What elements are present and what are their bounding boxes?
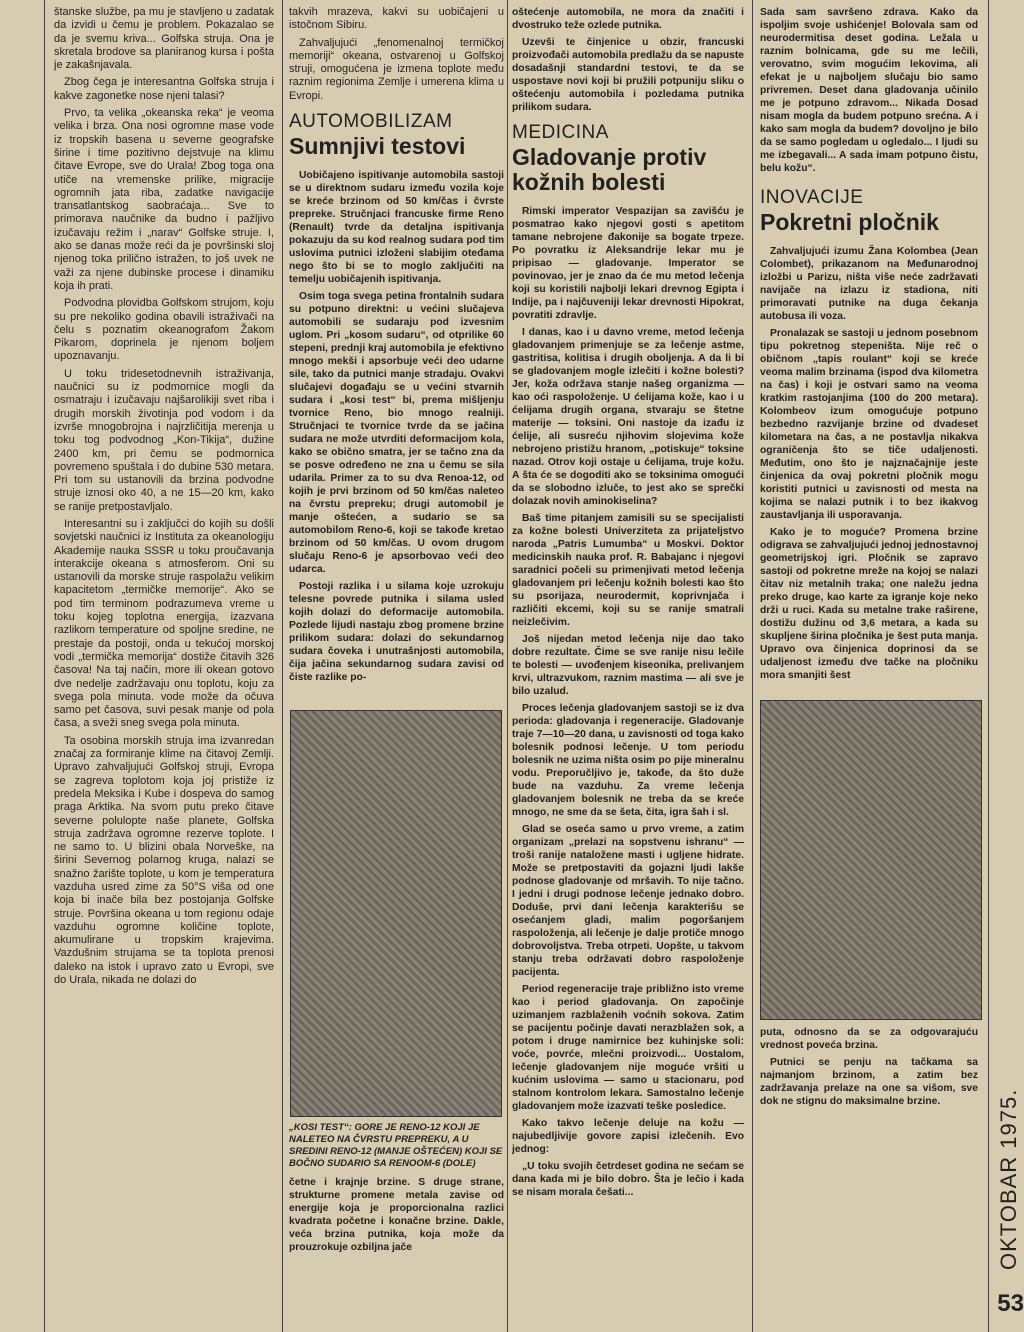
paragraph: Podvodna plovidba Golfskom strujom, koju su pre nekoliko godina obavili istraživači na čelu s poznatim okeanografom Žakom Pikarom, doprinela je njenom boljem upoznavanju. (54, 297, 274, 363)
article-headline: Gladovanje protiv kožnih bolesti (512, 144, 707, 196)
paragraph: takvih mrazeva, kakvi su uobičajeni u istočnom Sibiru. (289, 6, 504, 32)
crash-test-photo (290, 710, 502, 1117)
paragraph: U toku tridesetodnevnih istraživanja, naučnici su iz podmornice mogli da osmatraju i izučavaju najšarolikiji svet riba i drugih morskih životinja pod vodom i da izvrše mnogobrojna i najrzličitija merenja u toku tog podvodnog „Kon-Tikija“, dužine 2400 km, pri čemu se podmornica povremeno spuštala i do dubine 530 metara. Pri tom su ustanovili da brzina podvodne struje iznosi oko 40, a ne 15—20 km, kako se ranije pretpostavljalo. (54, 367, 274, 513)
paragraph: Uzevši te činjenice u obzir, francuski proizvođači automobila predlažu da se napuste dosadašnji standardni testovi, te da se uspostave novi koji bi pružili potpuniju sliku o oštećenju automobila i pozledama putnika prilikom sudara. (512, 37, 744, 113)
issue-date-text: OKTOBAR 1975. (996, 1088, 1021, 1270)
paragraph: oštećenje automobila, ne mora da značiti i dvostruko teže ozlede putnika. (512, 7, 744, 31)
column-rule (507, 0, 508, 1332)
page-number: 53 (997, 1290, 1024, 1317)
moving-sidewalk-photo (760, 700, 982, 1020)
paragraph: Još nijedan metod lečenja nije dao tako dobre rezultate. Čime se sve ranije nisu lečile te bolesti — uvođenjem kiseonika, prelivanjem krvi, ultrazvukom, raznim mastima — ali sve je bilo uzalud. (512, 634, 744, 698)
paragraph: puta, odnosno da se za odgovarajuću vrednost poveća brzina. (760, 1027, 978, 1051)
column-rule (282, 0, 283, 1332)
paragraph: Zahvaljujući izumu Žana Kolombea (Jean Colombet), prikazanom na Međunarodnoj izložbi u Parizu, ništa više neće zadržavati navijače na izlazu iz stadiona, niti primoravati putnike na duga čekanja autobusa ili voza. (760, 246, 978, 323)
column-medicina (512, 6, 744, 1306)
paragraph: Proces lečenja gladovanjem sastoji se iz dva perioda: gladovanja i regeneracije. Gladovanje traje 7—10—20 dana, u zavisnosti od toga kako bolesnik podnosi lečenje. U tom periodu bolesnik ne uzima ništa osim po pije mineralnu vodu. Preporučljivo je, takođe, da što duže bude na vazduhu. Za vreme lečenja gladovanjem bolesnik ne treba da se kreće mnogo, ne sme da se šeta, čita, igra šah i sl. (512, 703, 744, 819)
paragraph: „U toku svojih četrdeset godina ne sećam se dana kada mi je bilo dobro. Šta je lečio i kada se nisam morala češati... (512, 1161, 744, 1199)
section-label: AUTOMOBILIZAM (289, 111, 453, 133)
column-rule (752, 0, 753, 1332)
issue-date (994, 1070, 1020, 1270)
paragraph: Ta osobina morskih struja ima izvanredan značaj za formiranje klime na čitavoj Zemlji. Upravo zahvaljujući Golfskoj struji, Evropa se zagreva toplotom koja joj pristiže iz predela Meksika i Kube i dospeva do samog praga Arktika. Na svom putu preko čitave severne polulopte naše planete, Golfska struja zadržava ogromne rezerve toplote. I ne samo to. U blizini obala Norveške, na širini Severnog polarnog kruga, nalazi se snažno žarište toplote, u kom je temperatura vazduha usred zime za 50°S viša od one koja bi inače bila bez postojanja Golfske struje. Površina okeana u tom regionu odaje vazduhu ogromne količine toplote, akumulirane u tropskim krajevima. Vazdušnim strujama se ta toplota prenosi daleko na istok i upravo zato u Evropi, sve do Urala, nikada ne dolazi do (54, 734, 274, 987)
column-inovacije-end (760, 1026, 978, 1286)
paragraph: Uobičajeno ispitivanje automobila sastoji se u direktnom sudaru između vozila koje se kreće brzinom od 50 km/čas i čvrste prepreke. Stručnjaci francuske firme Reno (Renault) tvrde da detaljna ispitivanja pokazuju da su kod realnog sudara pod tim uslovima putnici izloženi slabijim oteđama nego što bi se to moglo zaključiti na temelju uobičajenih ispitivanja. (289, 170, 504, 286)
paragraph: Kako takvo lečenje deluje na kožu — najubedljivije govore zapisi izlečenih. Evo jednog: (512, 1118, 744, 1156)
section-label: MEDICINA (512, 122, 609, 143)
column-rule (988, 0, 989, 1332)
section-label: INOVACIJE (760, 187, 864, 208)
photo-caption: „KOSI TEST“: GORE JE RENO-12 KOJI JE NALETEO NA ČVRSTU PREPREKU, A U SREDINI RENO-12 (MANJE OŠTEĆEN) KOJI SE BOČNO SUDARIO SA RENOOM-6 (DOLE) (289, 1122, 503, 1169)
paragraph: Putnici se penju na tačkama sa najmanjom brzinom, a zatim bez zadržavanja prelaze na one sa višom, sve dok ne stignu do maksimalne brzine. (760, 1057, 978, 1107)
paragraph: četne i krajnje brzine. S druge strane, strukturne promene metala zavise od energije koja je proporcionalna razlici kvadrata početne i konačne brzine. Dakle, veća brzina putnika, koja može da prouzrokuje ozbiljna jače (289, 1177, 504, 1253)
paragraph: Sada sam savršeno zdrava. Kako da ispoljim svoje ushićenje! Bolovala sam od neurodermitisa deset godina. Ležala u raznim bolnicama, gde su me lečili, verovatno, svim mogućim lekovima, ali efekat je u najboljem slučaju bio samo privremen. Deset dana gladovanja učinilo me je potpuno zdravom... Nikada Dosad nisam mogla da budem potpuno srećna. A i kako sam mogla da budem? dovoljno je bilo da se samo pogledam u ogledalo... I ljudi su me izbegavali... A sada imam potpuno čistu, belu kožu“. (760, 7, 978, 174)
paragraph: I danas, kao i u davno vreme, metod lečenja gladovanjem primenjuje se za lečenje astme, gastritisa, kolitisa i drugih oboljenja. A da li bi se gladovanjem mogle izlečiti i kožne bolesti? Jer, koža održava stanje našeg organizma — kao oći raspoloženje. U ćelijama kože, kao i u ćelijama drugih organa, stvaraju se štetne materije — toksini. Oni nastoje da izađu iz ćelije, ali susreću njihovim slojevima kože nebrojeno pristižu hranom, „potiskuje“ toksine nazad. Otrov koji ostaje u ćelijama, truje kožu. A šta će se dogoditi ako se toksinima omogući da se slobodno izluče, to jest ako se sprečki dolazak novih aminokiselina? (512, 327, 744, 508)
paragraph: Period regeneracije traje približno isto vreme kao i period gladovanja. On započinje uzimanjem razblaženih voćnih sokova. Zatim se pacijentu počinje davati nerazblažen sok, a potom i druge namirnice bez kuhinjske soli: voće, povrće, mlečni proizvodi... Uostalom, lečenje gladovanjem nije moguće vršiti u kućnim uslovima — samo u stacionaru, pod stalnom kontrolom lekara. Samostalno lečenje gladovanjem može izazvati teške posledice. (512, 984, 744, 1113)
column-gulf-stream (54, 6, 274, 1306)
paragraph: štanske službe, pa mu je stavljeno u zadatak da izvidi u čemu je problem. Pokazalao se da je svemu kriva... Golfska struja. Ona je skretala brodove sa planiranog kursa i pošta je zakašnjavala. (54, 6, 274, 72)
paragraph: Pronalazak se sastoji u jednom posebnom tipu pokretnog stepeništa. Nije reč o običnom „tapis roulant“ koji se kreće veoma malim brzinama (ispod dva kilometra na čas) i koji je ostvari samo na veoma kratkim rastojanjima (100 do 200 metara). Kolombeov izum omogućuje potpuno bezbedno razvijanje brzine od dvadeset kilometara na čas, a ne postavlja nikakva ograničenja što se tiče udaljenosti. Međutim, ono što je najznačajnije jeste činjenica da ovaj pokretni pločnik mogu koristiti putnici u zavisnosti od mesta na kojima se nalazi putnik i to bez ikakvog zaustavljanja ili usporavanja. (760, 328, 978, 522)
paragraph: Prvo, ta velika „okeanska reka“ je veoma velika i brza. Ona nosi ogromne mase vode iz tropskih basena u severne geografske širine i time pozitivno dejstvuje na klimu čitave Evrope, sve do Urala! Zbog toga ona utiče na vremenske prilike, migracije ogromnih jata riba, zadatke navigacije transatlantskog saobraćaja... Sve to primorava naučnike da budno i pažljivo izučavaju režim i „narav“ Golfske struje. I, ako se danas može reći da je površinski sloj njenog toka prilično istražen, to još uvek ne važi za njene dubinske procese i dinamiku koja ih prati. (54, 107, 274, 292)
column-inovacije (760, 6, 978, 696)
paragraph: Osim toga svega petina frontalnih sudara su potpuno direktni: u većini slučajeva automobili se sudaraju pod izvesnim uglom. Pri „kosom sudaru“, od otprilike 60 stepeni, prednji kraj automobila je efektivno mnogo mekši i apsorbuje veći deo udarne sile, tako da putnici manje stradaju. Ovakvi slučajevi događaju se u većini stvarnih sudara i „kosi test“ bi, prema mišljenju tvornice Reno, bio mnogo realniji. Stručnjaci te tvornice tvrde da se jačina sudara ne može utvrditi deformacijom kola, kako se obično smatra, jer se tačno zna da se posve određeno ne zna u čemu se sila udarila. Primer za to su dva Renoa-12, od kojih je prvi brzinom od 50 km/čas naleteo na čvrstu prepreku; drugi automobil je manje oštećen, a sudario se sa automobilom Reno-6, koji se takođe kretao brzinom od 50 km/čas. U ovom drugom slučaju Reno-6 je apsorbovao veći deo udarca. (289, 291, 504, 576)
paragraph: Interesantni su i zaključci do kojih su došli sovjetski naučnici iz Instituta za okeanologiju Akademije nauka SSSR u toku proučavanja interakcije okeana s atmosferom. Oni su ustanovili da morske struje raspolažu velikim kapacitetom „termičke memorije“. Ako se pod tim terminom podrazumeva vreme u toku kojeg toplotna energija, izazvana razlikom temperature od spoljne sredine, ne prestaje da postoji, onda u tekućoj morskoj vodi „termička memorija“ dostiže čitavih 326 časova! Na taj način, more ili okean gotovo dve nedelje zadržavaju onu toplotu, koju za svega pola minuta. vode može da očuva samo pet časova, suvi pesak manje od pola časa, a sveži sneg svega pola minuta. (54, 517, 274, 730)
paragraph: Zahvaljujući „fenomenalnoj termičkoj memoriji“ okeana, ostvarenoj u Golfskoj struji, omogućena je izmena toplote među raznim regionima Zemlje i umerena klima u Evropi. (289, 36, 504, 102)
paragraph: Baš time pitanjem zamisili su se specijalisti za kožne bolesti Univerziteta za prijateljstvo naroda „Patris Lumumba“ u Moskvi. Doktor medicinskih nauka prof. R. Babajanc i njegovi saradnici počeli su primenjivati metod lečenja gladovanjem pri lečenju kožnih bolesti kao što su psorijaza, neurodermit, koprivnjača i različiti ekcemi, koji su se ranije smatrali neizlečivim. (512, 513, 744, 629)
paragraph: Rimski imperator Vespazijan sa zavišću je posmatrao kako njegovi gosti s apetitom tamane nebrojene đakonije sa bogate trpeze. Po povratku iz Aleksandrije lekar mu je pripisao — gladovanje. Imperator se povinovao, jer je znao da će mu metod lečenja koji su koristili najbolji lekari drevnog Egipta i Indije, pa i najčuveniji lekar drevnosti Hipokrat, povratiti zdravlje. (512, 206, 744, 322)
paragraph: Zbog čega je interesantna Golfska struja i kakve zagonetke nose njeni talasi? (54, 76, 274, 102)
paragraph: Kako je to moguće? Promena brzine odigrava se zahvaljujući jednoj jednostavnoj geometrijskoj igri. Pločnik se zapravo sastoji od pokretne mreže na kojoj se nalazi čitav niz metalnih traka; one naležu jedna preko druge, kao karte za igranje koje neko drži u ruci. Kada su metalne trake raširene, dostižu dužinu od 3,6 metara, a kada su skupljene širina pločnika je šest puta manja. Upravo ova činjenica doprinosi da se udaljenost između dve tačke na pločniku mora smanjiti šest (760, 527, 978, 682)
column-rule (44, 0, 45, 1332)
paragraph: Glad se oseća samo u prvo vreme, a zatim organizam „prelazi na sopstvenu ishranu“ — troši ranije nataložene masti i ugljene hidrate. Može se pretpostaviti da gojazni ljudi lakše podnose gladovanje od mršavih. To nije tačno. I jedni i drugi podnose lečenje jednako dobro. Doduše, prvi dani lečenja karakterišu se osećanjem gladi, malim pogoršanjem raspoloženja, ali lečenje je dalje protiče mnogo dobrovoljstva. Treba otrpeti. Uopšte, u takvom stanju treba održavati dobro raspoloženje pacijenta. (512, 824, 744, 979)
article-headline: Sumnjivi testovi (289, 133, 466, 160)
article-headline: Pokretni pločnik (760, 209, 939, 236)
paragraph: Postoji razlika i u silama koje uzrokuju telesne povrede putnika i silama usled kojih dolazi do deformacije automobila. Pozlede lijudi nastaju zbog promene brzine prilikom sudara: dolazi do sekundarnog sudara čoveka i unutrašnjosti automobila, čija jačina sekundarnog sudara zavisi od čiste razlike po- (289, 581, 504, 684)
photo-caption-block (289, 1122, 504, 1322)
